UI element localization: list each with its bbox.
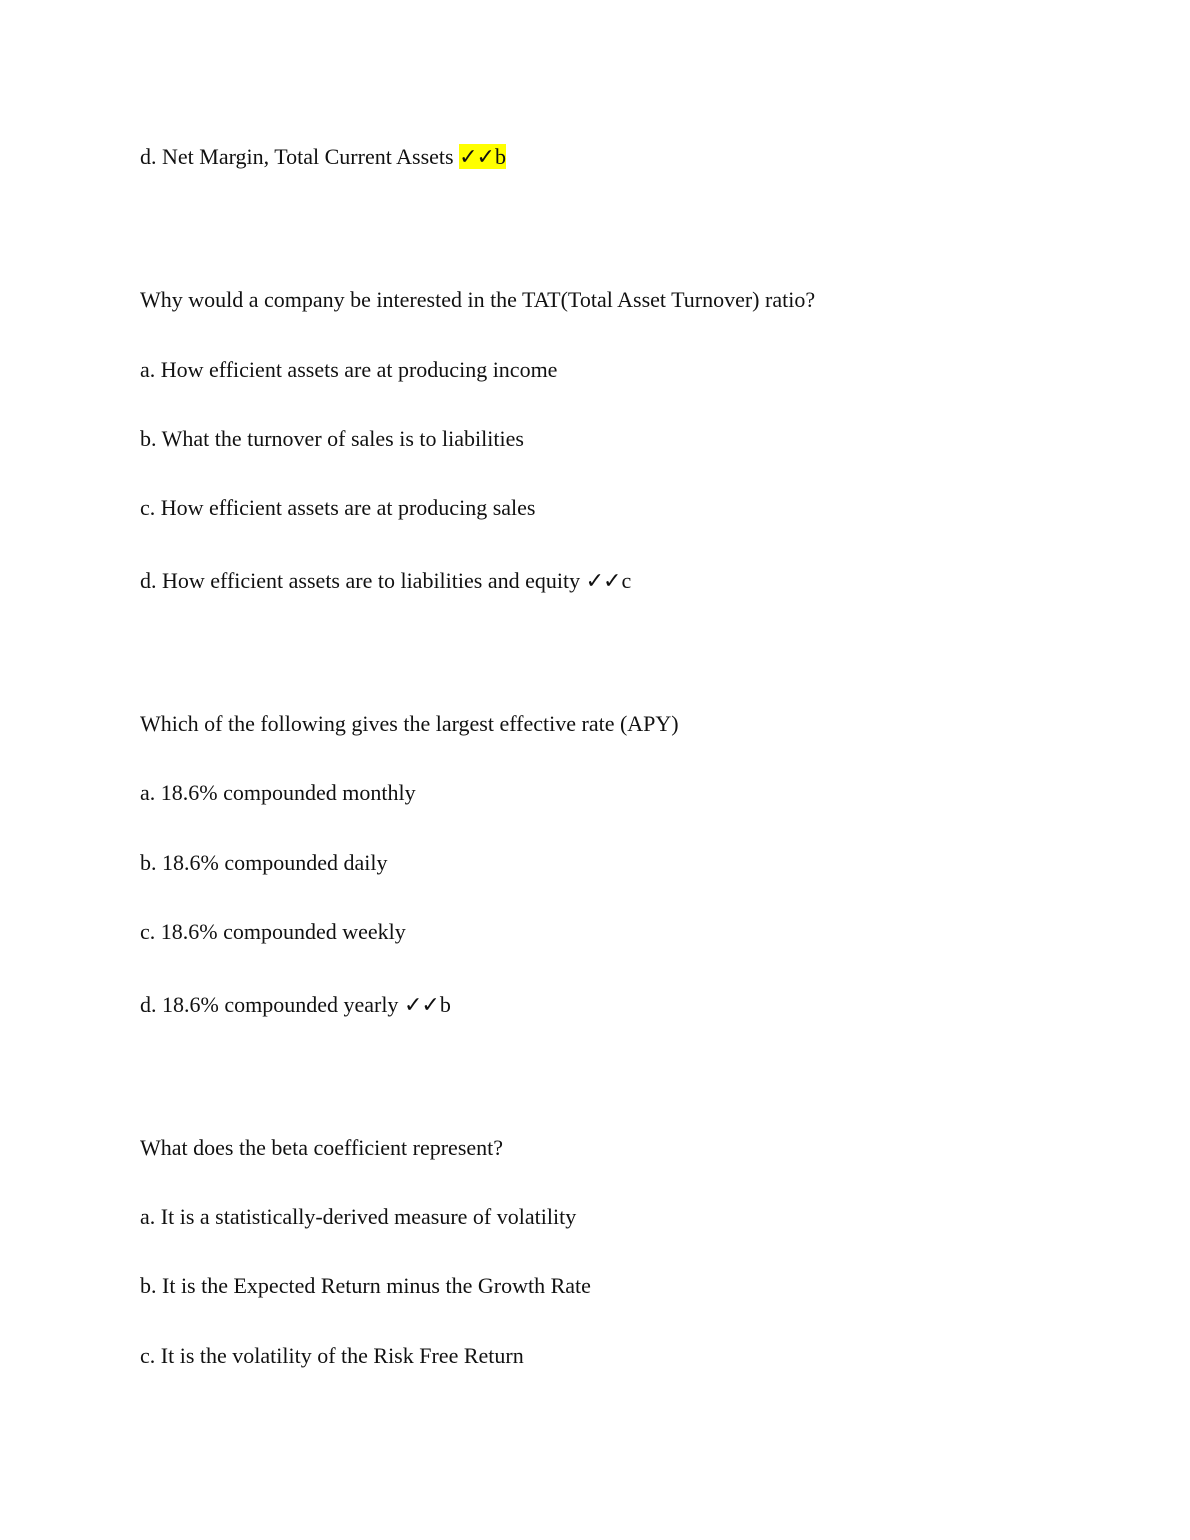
option-b: b. 18.6% compounded daily [140,850,388,875]
option-c: c. 18.6% compounded weekly [140,919,406,944]
question-beta: What does the beta coefficient represent? [140,1135,504,1160]
option-c: c. It is the volatility of the Risk Free Return [140,1343,524,1368]
option-d-with-answer [140,568,631,595]
option-a: a. How efficient assets are at producing income [140,357,558,382]
option-c: c. How efficient assets are at producing sales [140,495,536,520]
option-d-with-answer [140,992,451,1019]
option-text: d. How efficient assets are to liabilities and equity [140,568,586,593]
answer-letter: b [439,992,451,1017]
answer-letter: c [621,568,632,593]
option-a: a. It is a statistically-derived measure of volatility [140,1204,577,1229]
option-b: b. What the turnover of sales is to liabilities [140,426,524,451]
question-apy: Which of the following gives the largest effective rate (APY) [140,711,679,736]
option-text: d. 18.6% compounded yearly [140,992,404,1017]
answer-line-previous [140,144,506,171]
double-check-icon: ✓✓ [403,993,439,1018]
highlighted-answer [459,144,506,169]
question-tat: Why would a company be interested in the TAT(Total Asset Turnover) ratio? [140,287,816,312]
option-b: b. It is the Expected Return minus the Growth Rate [140,1273,591,1298]
double-check-icon: ✓✓ [585,569,621,594]
option-a: a. 18.6% compounded monthly [140,780,416,805]
double-check-icon: ✓✓ [459,145,494,170]
answer-letter: b [494,144,506,169]
option-text: d. Net Margin, Total Current Assets [140,144,460,169]
